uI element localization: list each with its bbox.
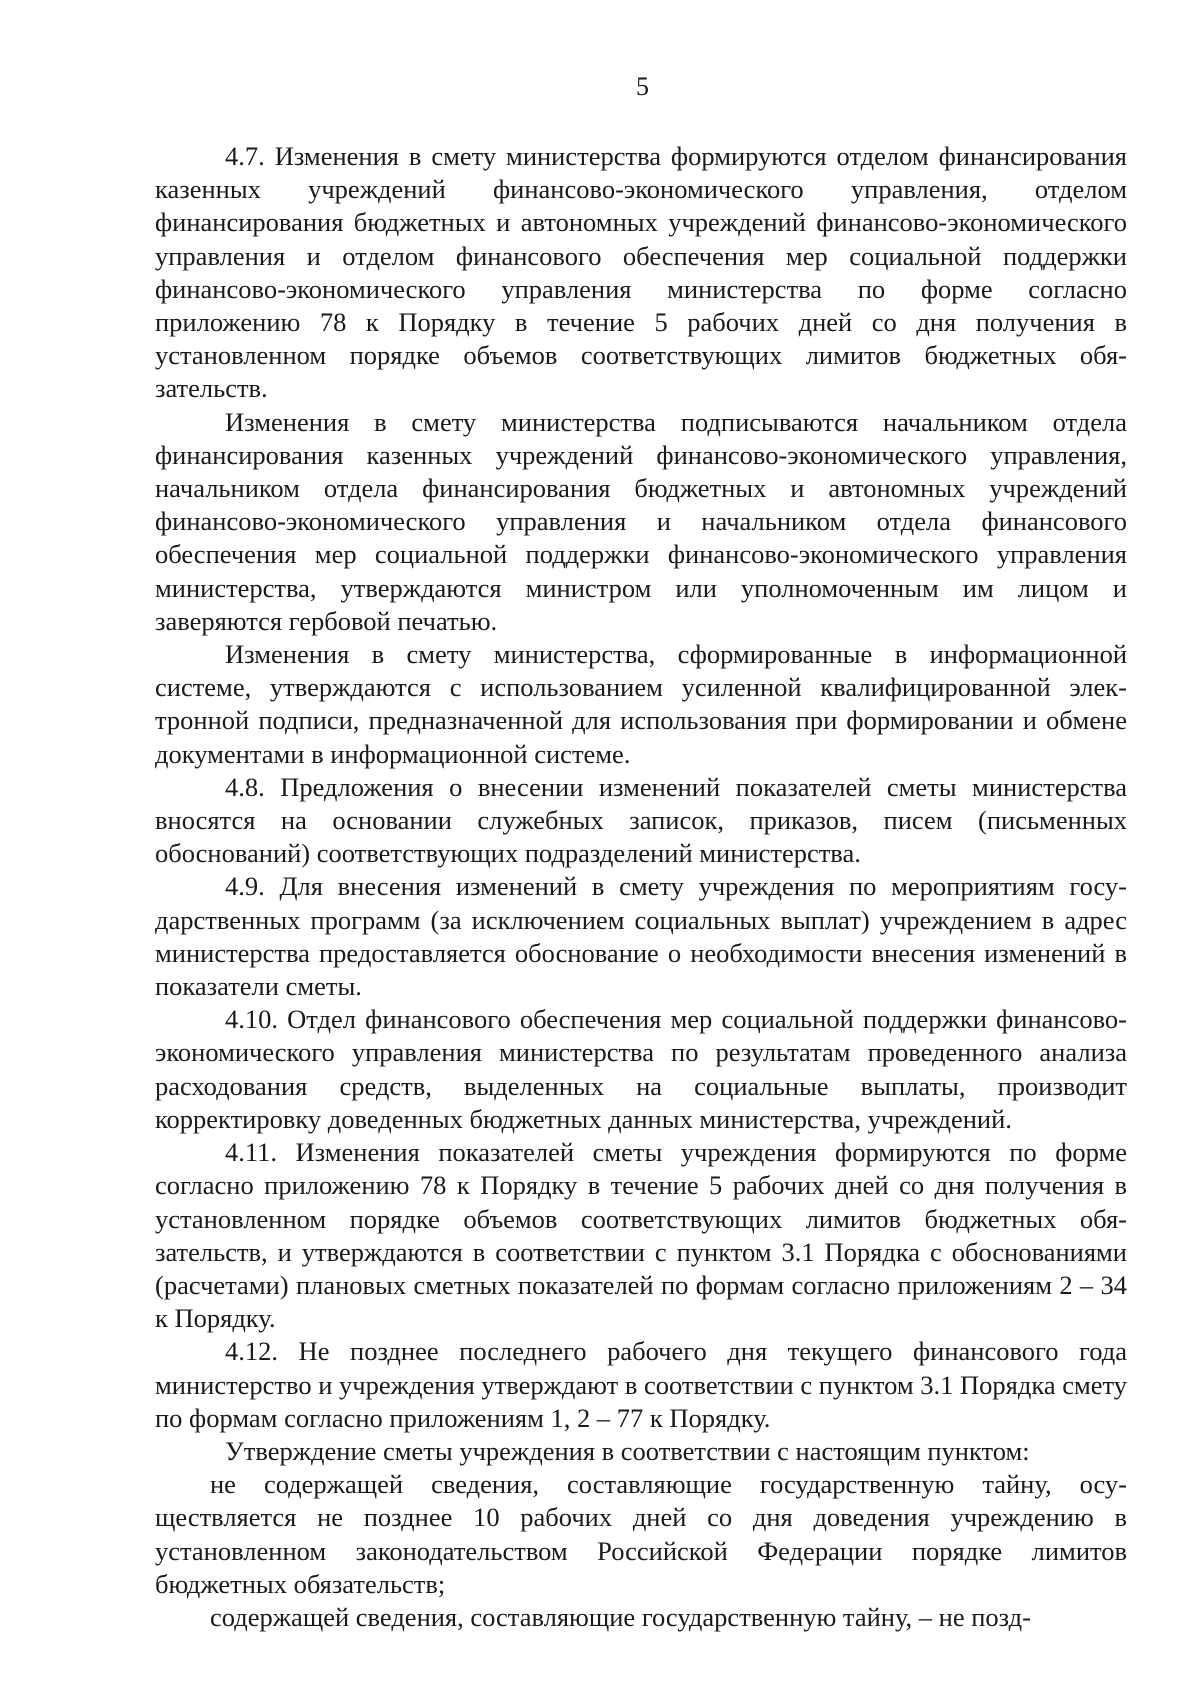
document-body xyxy=(155,140,1127,1634)
paragraph-no-secret: не содержащей сведения, составляющие государственную тайну, осуществляется не позднее 10 рабочих дней со дня доведения учреждению в установленном законодательством Российской Федерации порядке лимитов бюджетных обязательств; xyxy=(155,1469,1127,1599)
paragraph-secret: содержащей сведения, составляющие государственную тайну, – не позд- xyxy=(210,1601,1031,1632)
page-number: 5 xyxy=(636,72,649,101)
paragraph-signing: Изменения в смету министерства подписываются начальником отдела финансирования казенных учреждений финансово-экономического управления, начальником отдела финансирования бюджетных и автономных учреждений финансово-экономического управления и начальником отдела финансового обеспечения мер социальной поддержки финансово-экономического управления министерства, утверждаются министром или уполномоченным им лицом и заверяются гербовой печатью. xyxy=(155,406,1127,636)
paragraph-4-8: 4.8. Предложения о внесении изменений показателей сметы министерства вносятся на основании служебных записок, приказов, писем (письменных обоснований) соответствующих подразделений министерства. xyxy=(155,771,1127,869)
paragraph-4-12: 4.12. Не позднее последнего рабочего дня текущего финансового года министерство и учреждения утверждают в соответствии с пунктом 3.1 Порядка смету по формам согласно приложениям 1, 2 – 77 к Порядку. xyxy=(155,1336,1127,1433)
paragraph-4-9: 4.9. Для внесения изменений в смету учреждения по мероприятиям государственных программ (за исключением социальных выплат) учреждением в адрес министерства предоставляется обоснование о необходимости внесения изменений в показатели сметы. xyxy=(155,871,1127,1002)
paragraph-4-11: 4.11. Изменения показателей сметы учреждения формируются по форме согласно приложению 78 к Порядку в течение 5 рабочих дней со дня получения в установленном порядке объемов соответствующих лимитов бюджетных обязательств, и утверждаются в соответствии с пунктом 3.1 Порядка с обоснованиями (расчетами) плановых сметных показателей по формам согласно приложениям 2 – 34 к Порядку. xyxy=(155,1137,1127,1334)
paragraph-approval-intro: Утверждение сметы учреждения в соответствии с настоящим пунктом: xyxy=(225,1435,1030,1466)
paragraph-4-10: 4.10. Отдел финансового обеспечения мер социальной поддержки финансово-экономического управления министерства по результатам проведенного анализа расходования средств, выделенных на социальные выплаты, производит корректировку доведенных бюджетных данных министерства, учреждений. xyxy=(155,1004,1127,1134)
paragraph-electronic-signature: Изменения в смету министерства, сформированные в информационной системе, утверждаются с использованием усиленной квалифицированной электронной подписи, предназначенной для использования при формировании и обмене документами в информационной системе. xyxy=(155,639,1127,769)
paragraph-4-7: 4.7. Изменения в смету министерства формируются отделом финансирования казенных учреждений финансово-экономического управления, отделом финансирования бюджетных и автономных учреждений финансово-экономического управления и отделом финансового обеспечения мер социальной поддержки финансово-экономического управления министерства по форме согласно приложению 78 к Порядку в течение 5 рабочих дней со дня получения в установленном порядке объемов соответствующих лимитов бюджетных обязательств. xyxy=(155,141,1127,404)
